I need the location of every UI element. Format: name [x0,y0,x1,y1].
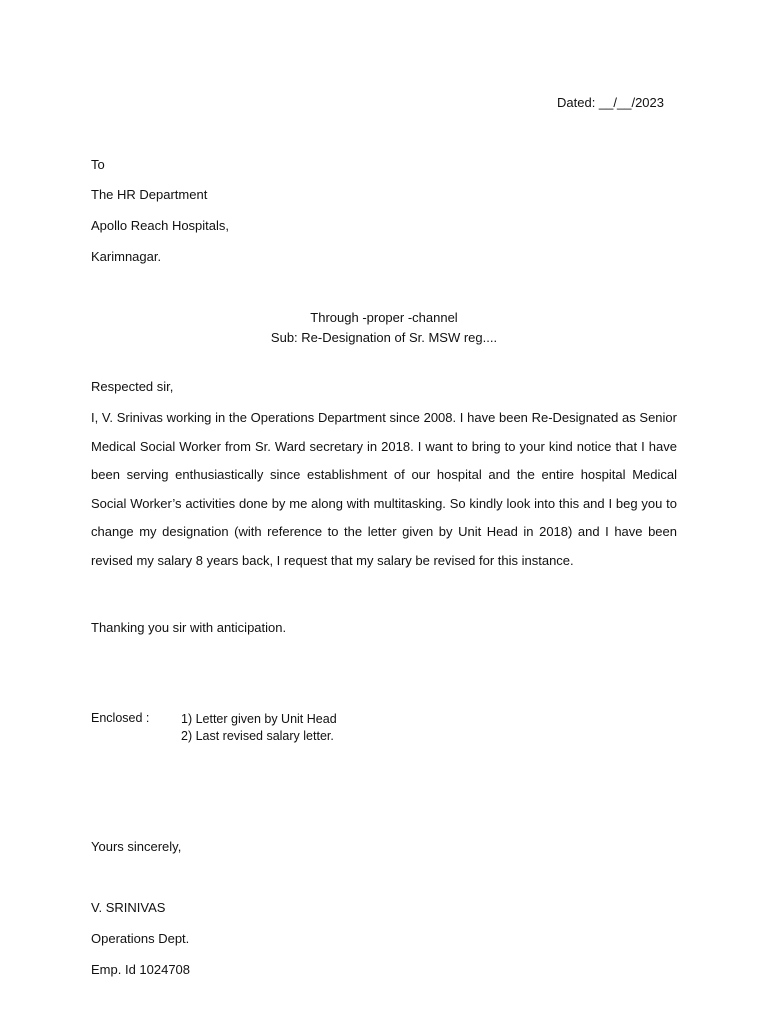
subject-line: Sub: Re-Designation of Sr. MSW reg.... [270,330,498,345]
enclosed-item: 1) Letter given by Unit Head [181,712,337,726]
sign-off: Yours sincerely, [91,839,182,854]
enclosed-item: 2) Last revised salary letter. [181,729,334,743]
date-line: Dated: __/__/2023 [557,95,664,110]
address-to: To [91,157,105,172]
address-line-city: Karimnagar. [91,249,162,264]
enclosed-list [181,711,337,745]
employee-id: Emp. Id 1024708 [91,962,191,977]
through-channel-line: Through -proper -channel [310,310,458,325]
thanks-line: Thanking you sir with anticipation. [91,620,287,635]
enclosed-label: Enclosed : [91,711,150,725]
address-line-department: The HR Department [91,187,208,202]
signatory-department: Operations Dept. [91,931,190,946]
signatory-name: V. SRINIVAS [91,900,166,915]
salutation: Respected sir, [91,379,174,394]
address-line-hospital: Apollo Reach Hospitals, [91,218,230,233]
body-paragraph: I, V. Srinivas working in the Operations Department since 2008. I have been Re-Designated as Senior Medical Social Worker from Sr. Ward secretary in 2018. I want to bring to your kind notice that I have been serving enthusiastically since establishment of our hospital and the entire hospital Medical Social Worker’s activities done by me along with multitasking. So kindly look into this and I beg you to change my designation (with reference to the letter given by Unit Head in 2018) and I have been revised my salary 8 years back, I request that my salary be revised for this instance. [91,410,677,568]
